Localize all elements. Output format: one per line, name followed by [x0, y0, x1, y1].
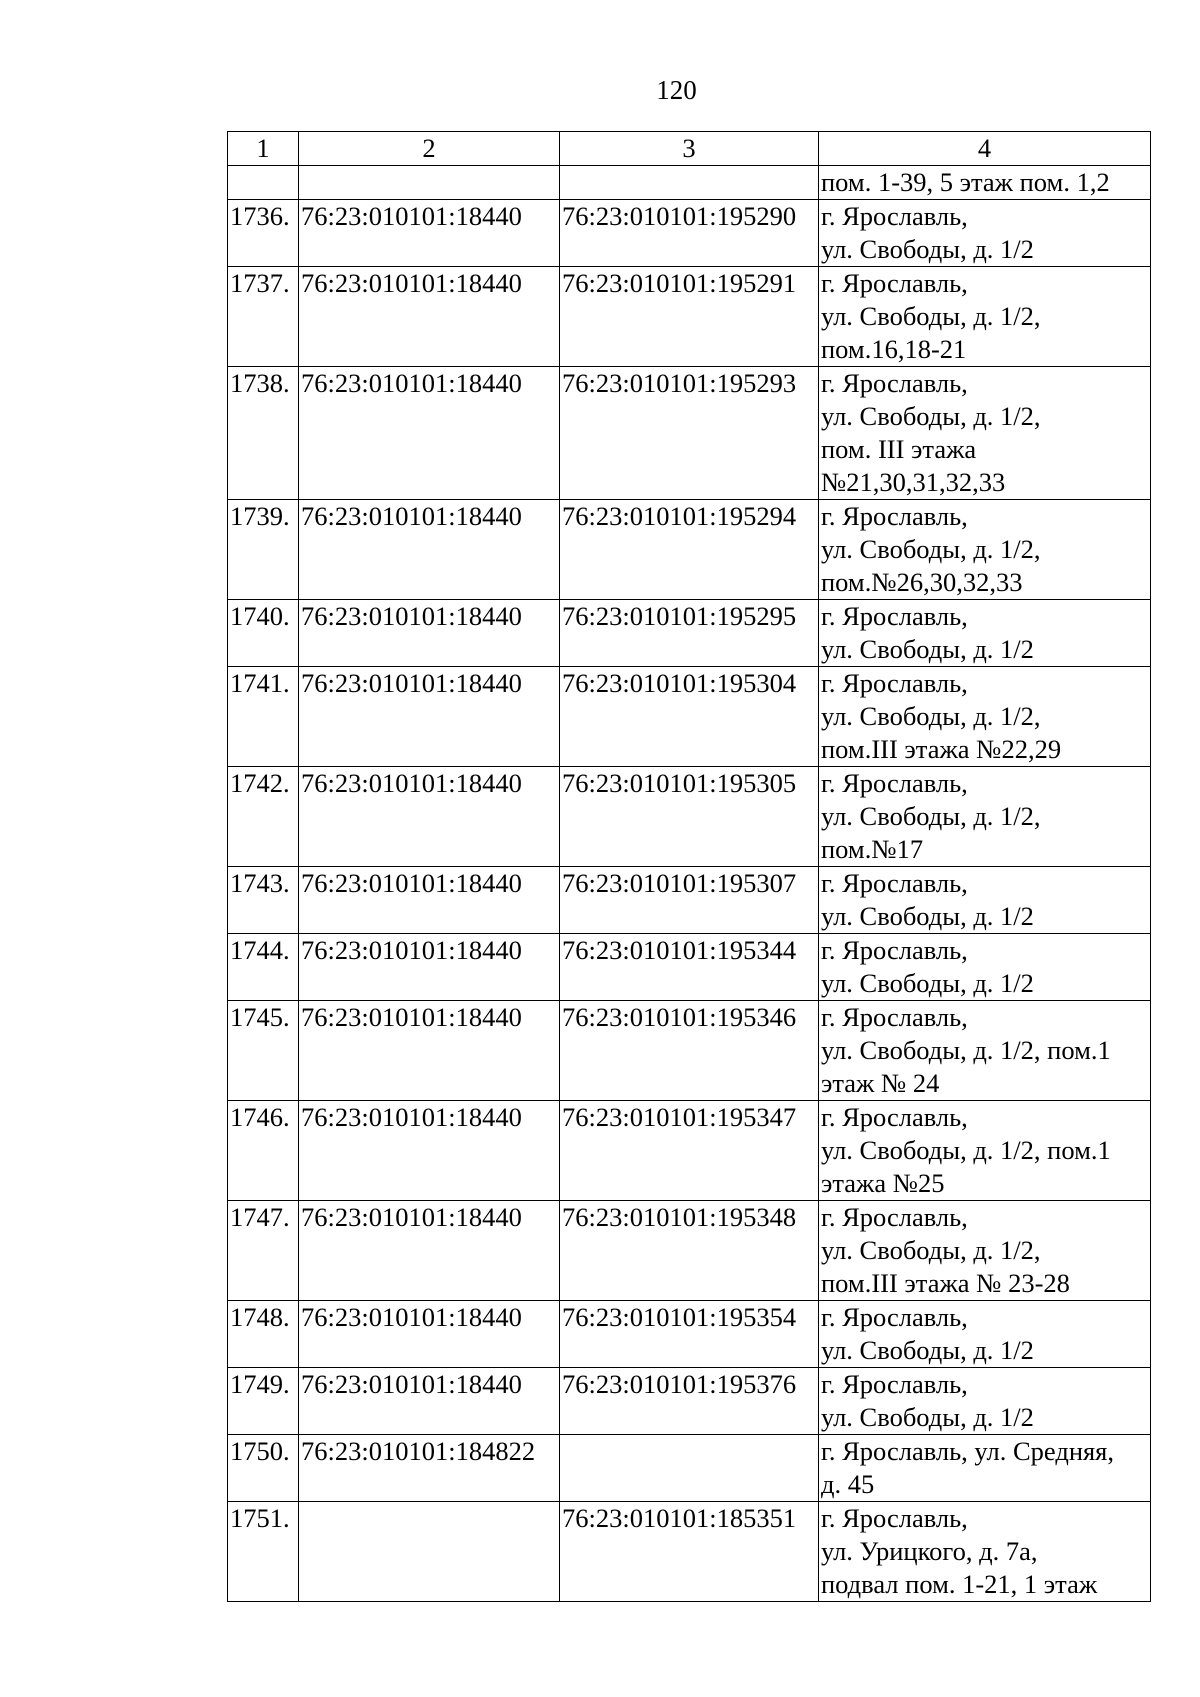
column-header-2: 2	[299, 132, 560, 166]
table-row	[228, 1368, 1151, 1435]
cell-number: 1737.	[228, 267, 299, 367]
cell-object-cadastral-number: 76:23:010101:195290	[560, 200, 819, 267]
cell-address	[819, 166, 1151, 200]
table-row	[228, 1435, 1151, 1502]
address-line: г. Ярославль,	[821, 1102, 968, 1132]
address-line: пом. III этажа	[821, 434, 977, 464]
cell-land-cadastral-number: 76:23:010101:18440	[299, 200, 560, 267]
table-row	[228, 367, 1151, 500]
cell-address	[819, 867, 1151, 934]
address-line: подвал пом. 1-21, 1 этаж	[821, 1569, 1098, 1599]
cell-land-cadastral-number: 76:23:010101:18440	[299, 600, 560, 667]
address-line: г. Ярославль,	[821, 768, 968, 798]
cell-land-cadastral-number: 76:23:010101:18440	[299, 1001, 560, 1101]
cell-land-cadastral-number: 76:23:010101:18440	[299, 934, 560, 1001]
address-line: ул. Свободы, д. 1/2, пом.1	[821, 1135, 1111, 1165]
cell-land-cadastral-number: 76:23:010101:18440	[299, 867, 560, 934]
table-row	[228, 1001, 1151, 1101]
cell-number: 1746.	[228, 1101, 299, 1201]
address-line: пом.III этажа №22,29	[821, 734, 1062, 764]
cell-number: 1747.	[228, 1201, 299, 1301]
cell-address	[819, 1201, 1151, 1301]
cell-object-cadastral-number: 76:23:010101:195293	[560, 367, 819, 500]
cell-address	[819, 934, 1151, 1001]
table-row	[228, 867, 1151, 934]
table-row	[228, 1201, 1151, 1301]
cell-object-cadastral-number: 76:23:010101:195347	[560, 1101, 819, 1201]
cell-object-cadastral-number: 76:23:010101:195376	[560, 1368, 819, 1435]
address-line: ул. Свободы, д. 1/2,	[821, 1235, 1041, 1265]
table-body	[228, 166, 1151, 1602]
cell-object-cadastral-number: 76:23:010101:195346	[560, 1001, 819, 1101]
address-line: пом. 1-39, 5 этаж пом. 1,2	[821, 167, 1110, 197]
address-line: ул. Урицкого, д. 7а,	[821, 1536, 1038, 1566]
cell-land-cadastral-number: 76:23:010101:18440	[299, 367, 560, 500]
cell-number: 1748.	[228, 1301, 299, 1368]
address-line: г. Ярославль,	[821, 1503, 968, 1533]
address-line: ул. Свободы, д. 1/2,	[821, 701, 1041, 731]
address-line: г. Ярославль,	[821, 601, 968, 631]
cadastral-table	[227, 131, 1151, 1602]
address-line: г. Ярославль,	[821, 1002, 968, 1032]
table-row	[228, 500, 1151, 600]
address-line: г. Ярославль,	[821, 201, 968, 231]
cell-object-cadastral-number: 76:23:010101:195307	[560, 867, 819, 934]
cell-address	[819, 267, 1151, 367]
cell-address	[819, 1101, 1151, 1201]
cell-object-cadastral-number: 76:23:010101:195348	[560, 1201, 819, 1301]
address-line: пом.№17	[821, 834, 924, 864]
cell-address	[819, 767, 1151, 867]
address-line: ул. Свободы, д. 1/2	[821, 1402, 1034, 1432]
cell-number: 1744.	[228, 934, 299, 1001]
cell-number: 1750.	[228, 1435, 299, 1502]
cell-object-cadastral-number: 76:23:010101:195344	[560, 934, 819, 1001]
address-line: ул. Свободы, д. 1/2, пом.1	[821, 1035, 1111, 1065]
address-line: пом.16,18-21	[821, 334, 967, 364]
cell-address	[819, 667, 1151, 767]
address-line: ул. Свободы, д. 1/2,	[821, 534, 1041, 564]
table-row	[228, 767, 1151, 867]
address-line: г. Ярославль,	[821, 268, 968, 298]
table-row	[228, 166, 1151, 200]
cell-land-cadastral-number: 76:23:010101:18440	[299, 1201, 560, 1301]
cell-address	[819, 500, 1151, 600]
table-row	[228, 1101, 1151, 1201]
table-row	[228, 600, 1151, 667]
cell-land-cadastral-number: 76:23:010101:18440	[299, 1101, 560, 1201]
address-line: ул. Свободы, д. 1/2,	[821, 801, 1041, 831]
address-line: д. 45	[821, 1469, 875, 1499]
address-line: пом.№26,30,32,33	[821, 567, 1023, 597]
address-line: г. Ярославль,	[821, 368, 968, 398]
address-line: г. Ярославль,	[821, 1302, 968, 1332]
address-line: г. Ярославль,	[821, 1369, 968, 1399]
cell-address	[819, 1435, 1151, 1502]
cell-number: 1738.	[228, 367, 299, 500]
cell-number: 1743.	[228, 867, 299, 934]
address-line: ул. Свободы, д. 1/2	[821, 634, 1034, 664]
column-header-3: 3	[560, 132, 819, 166]
address-line: ул. Свободы, д. 1/2	[821, 234, 1034, 264]
cell-number: 1749.	[228, 1368, 299, 1435]
cell-address	[819, 1502, 1151, 1602]
address-line: пом.III этажа № 23-28	[821, 1268, 1070, 1298]
address-line: этаж № 24	[821, 1068, 940, 1098]
table-row	[228, 934, 1151, 1001]
column-header-1: 1	[228, 132, 299, 166]
address-line: №21,30,31,32,33	[821, 467, 1006, 497]
cell-object-cadastral-number: 76:23:010101:195305	[560, 767, 819, 867]
table-row	[228, 200, 1151, 267]
cell-address	[819, 1001, 1151, 1101]
cell-object-cadastral-number: 76:23:010101:195354	[560, 1301, 819, 1368]
cell-land-cadastral-number: 76:23:010101:18440	[299, 267, 560, 367]
address-line: г. Ярославль, ул. Средняя,	[821, 1436, 1115, 1466]
cell-object-cadastral-number: 76:23:010101:195295	[560, 600, 819, 667]
cell-land-cadastral-number	[299, 166, 560, 200]
cell-object-cadastral-number: 76:23:010101:185351	[560, 1502, 819, 1602]
table-row	[228, 267, 1151, 367]
cell-object-cadastral-number	[560, 166, 819, 200]
cell-number: 1751.	[228, 1502, 299, 1602]
address-line: ул. Свободы, д. 1/2	[821, 901, 1034, 931]
column-header-4: 4	[819, 132, 1151, 166]
address-line: ул. Свободы, д. 1/2	[821, 968, 1034, 998]
cell-address	[819, 200, 1151, 267]
cell-land-cadastral-number: 76:23:010101:18440	[299, 767, 560, 867]
cell-number: 1741.	[228, 667, 299, 767]
table-row	[228, 1301, 1151, 1368]
cell-number: 1740.	[228, 600, 299, 667]
cell-address	[819, 367, 1151, 500]
cell-address	[819, 1301, 1151, 1368]
cell-land-cadastral-number: 76:23:010101:18440	[299, 667, 560, 767]
cell-number	[228, 166, 299, 200]
cell-address	[819, 1368, 1151, 1435]
address-line: г. Ярославль,	[821, 668, 968, 698]
address-line: г. Ярославль,	[821, 935, 968, 965]
cell-object-cadastral-number: 76:23:010101:195291	[560, 267, 819, 367]
address-line: ул. Свободы, д. 1/2,	[821, 401, 1041, 431]
address-line: этажа №25	[821, 1168, 945, 1198]
cell-land-cadastral-number: 76:23:010101:18440	[299, 1301, 560, 1368]
address-line: г. Ярославль,	[821, 868, 968, 898]
cell-object-cadastral-number	[560, 1435, 819, 1502]
cell-number: 1739.	[228, 500, 299, 600]
cell-address	[819, 600, 1151, 667]
cell-object-cadastral-number: 76:23:010101:195294	[560, 500, 819, 600]
cell-land-cadastral-number: 76:23:010101:18440	[299, 500, 560, 600]
table-row	[228, 1502, 1151, 1602]
page-number: 120	[656, 75, 697, 105]
table-header-row	[228, 132, 1151, 166]
table-row	[228, 667, 1151, 767]
cell-number: 1742.	[228, 767, 299, 867]
cell-land-cadastral-number	[299, 1502, 560, 1602]
address-line: ул. Свободы, д. 1/2	[821, 1335, 1034, 1365]
address-line: г. Ярославль,	[821, 1202, 968, 1232]
address-line: г. Ярославль,	[821, 501, 968, 531]
cell-land-cadastral-number: 76:23:010101:18440	[299, 1368, 560, 1435]
cell-number: 1745.	[228, 1001, 299, 1101]
cell-object-cadastral-number: 76:23:010101:195304	[560, 667, 819, 767]
cell-land-cadastral-number: 76:23:010101:184822	[299, 1435, 560, 1502]
address-line: ул. Свободы, д. 1/2,	[821, 301, 1041, 331]
cell-number: 1736.	[228, 200, 299, 267]
